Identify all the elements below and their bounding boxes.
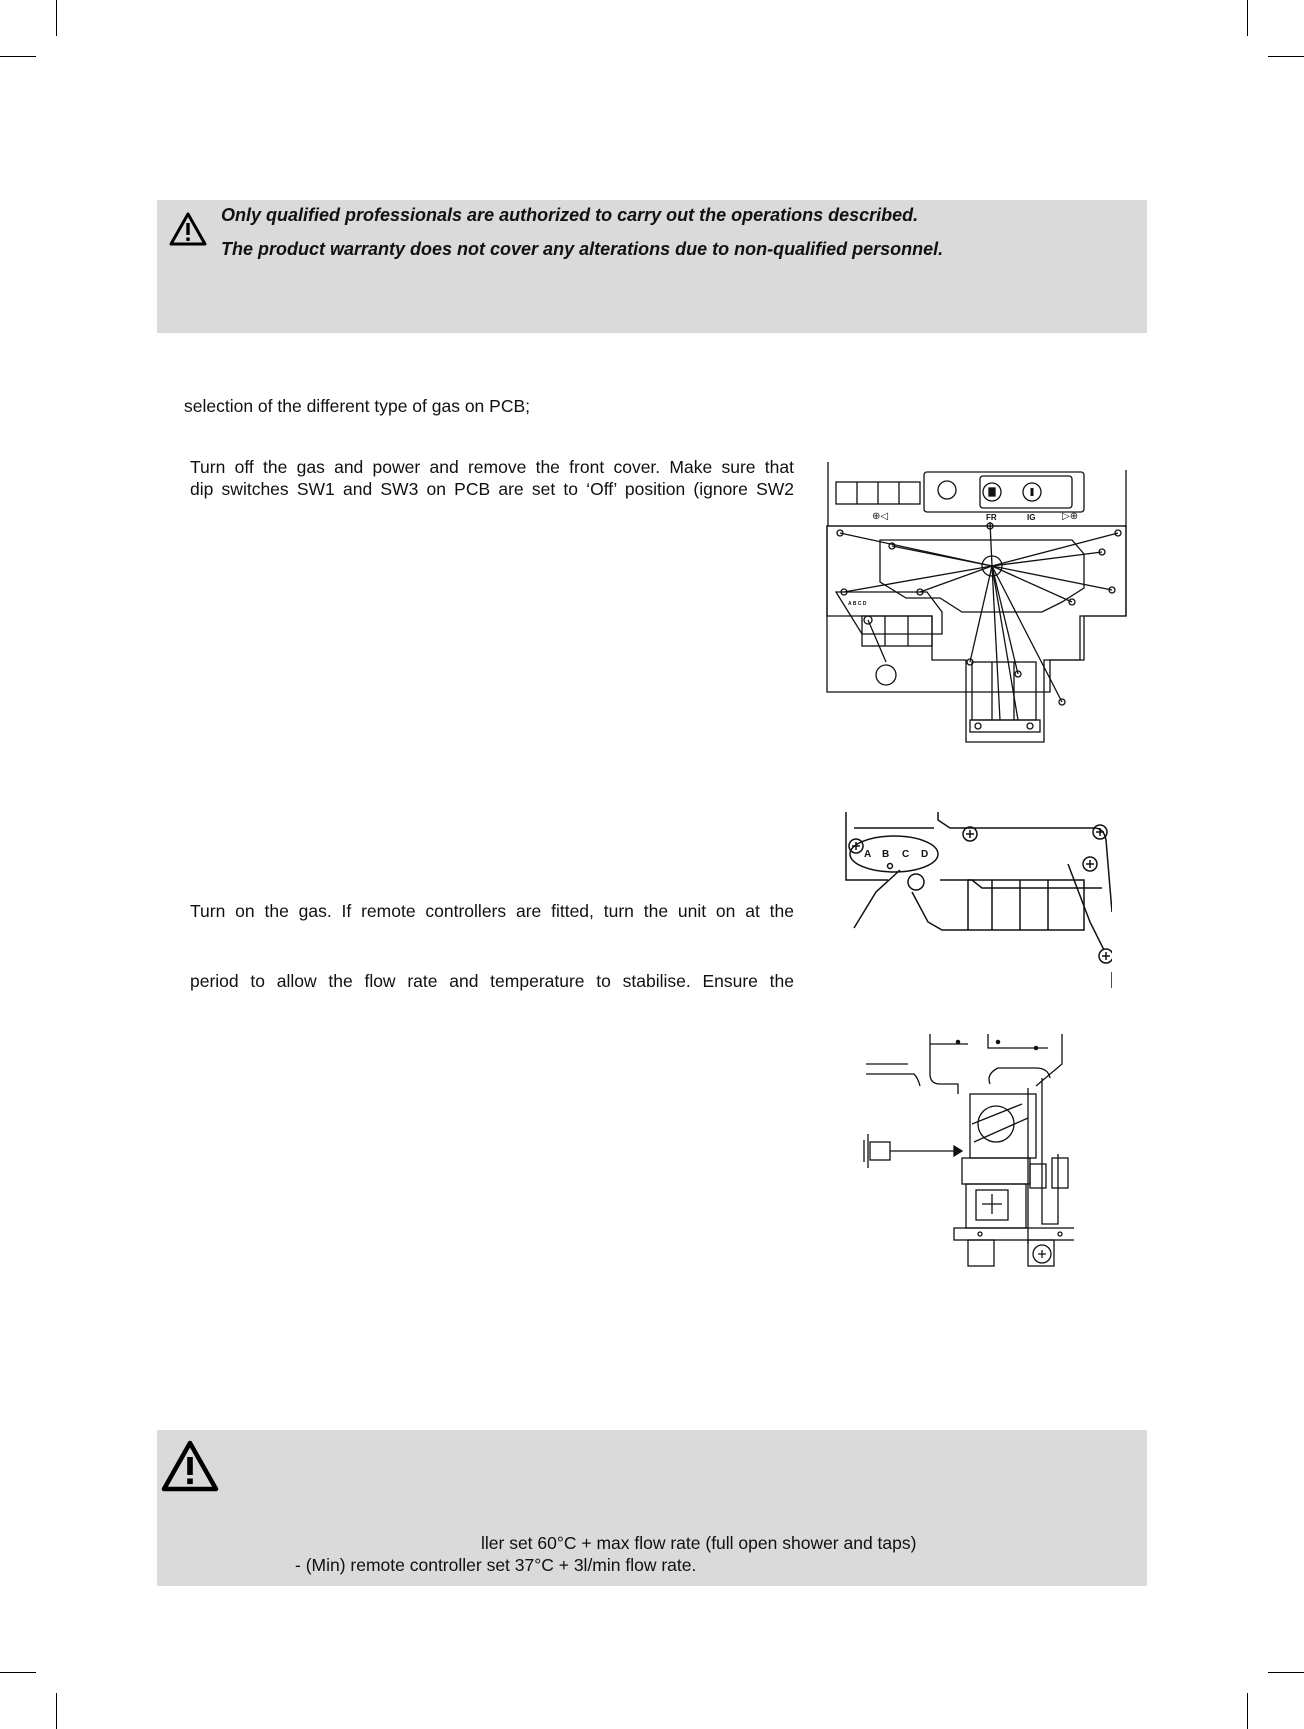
right-arrow-label: ▷⊕	[1062, 511, 1079, 522]
screw-icons	[849, 825, 1112, 963]
crop-mark-bottom-left-v	[56, 1693, 57, 1729]
step2-line-2: period to allow the flow rate and temperature to stabilise. Ensure the	[190, 971, 794, 991]
ig-label: IG	[1027, 513, 1036, 522]
crop-mark-top-right-h	[1268, 56, 1304, 57]
step1-line-1: Turn off the gas and power and remove the front cover. Make sure that	[190, 457, 794, 477]
dip-switch-detail-diagram	[842, 812, 1112, 988]
intro-text: selection of the different type of gas on PCB;	[184, 396, 531, 416]
warning-bottom-line-2: - (Min) remote controller set 37°C + 3l/min flow rate.	[295, 1555, 697, 1575]
crop-mark-bottom-left-h	[0, 1672, 36, 1673]
crop-mark-bottom-right-h	[1268, 1672, 1304, 1673]
dip-label-b: B	[882, 849, 890, 860]
warning-bottom-line-1: ller set 60°C + max flow rate (full open shower and taps)	[481, 1533, 917, 1553]
crop-mark-top-left-h	[0, 56, 36, 57]
dip-label-d: D	[921, 849, 929, 860]
dip-label-c: C	[902, 849, 910, 860]
step2-line-1: Turn on the gas. If remote controllers are fitted, turn the unit on at the	[190, 901, 794, 921]
pcb-front-diagram	[822, 462, 1132, 748]
dip-label-a: A	[864, 849, 872, 860]
step1-line-2: dip switches SW1 and SW3 on PCB are set to ‘Off’ position (ignore SW2	[190, 479, 794, 499]
warning-box-bottom	[157, 1430, 1147, 1586]
warning-triangle-icon	[161, 1440, 219, 1492]
fr-label: FR	[986, 513, 997, 522]
abcd-small-label: A B C D	[848, 601, 867, 607]
warning-box-top	[157, 200, 1147, 333]
warning-top-line-1: Only qualified professionals are authorized to carry out the operations described.	[221, 205, 919, 225]
crop-mark-bottom-right-v	[1247, 1693, 1248, 1729]
crop-mark-top-left-v	[56, 0, 57, 36]
left-arrow-label: ⊕◁	[872, 511, 889, 522]
gas-valve-adjustment-diagram	[858, 1034, 1074, 1274]
warning-triangle-icon	[169, 212, 207, 246]
crop-mark-top-right-v	[1247, 0, 1248, 36]
warning-top-line-2: The product warranty does not cover any alterations due to non-qualified personnel.	[221, 239, 944, 259]
